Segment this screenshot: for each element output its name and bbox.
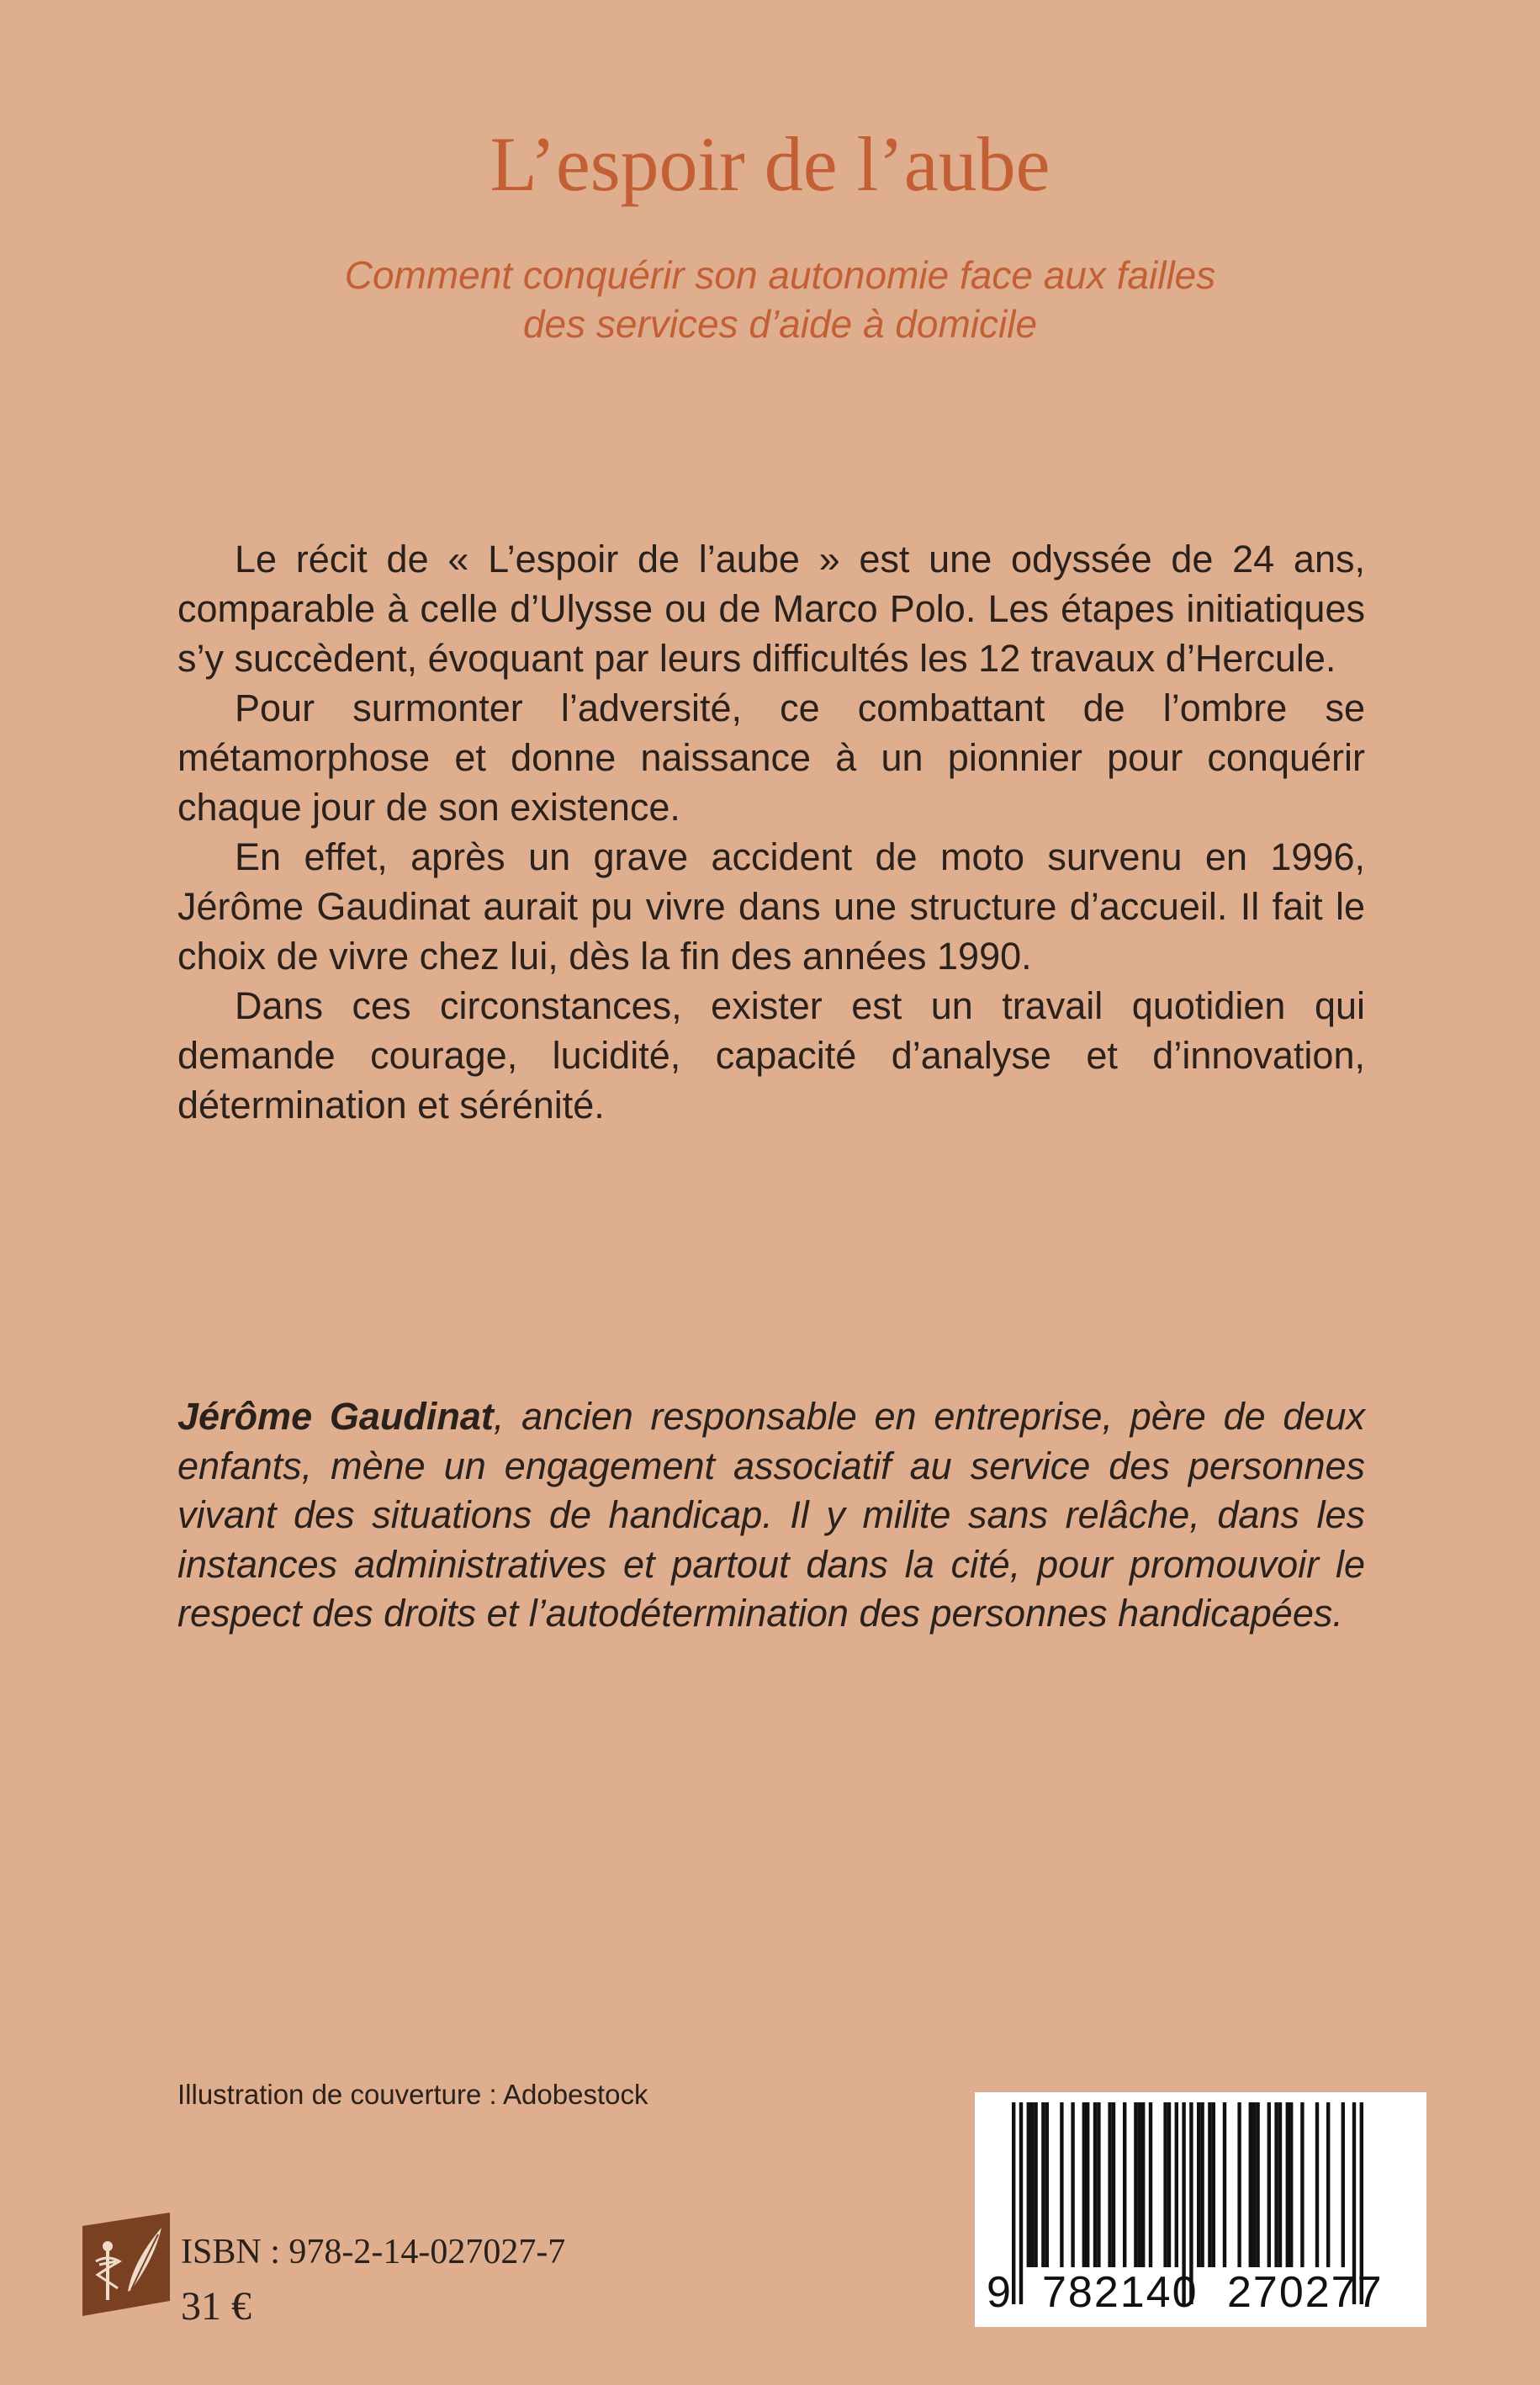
barcode-bar — [1256, 2102, 1259, 2267]
barcode-bar — [1123, 2102, 1126, 2267]
barcode-bar — [1163, 2102, 1167, 2267]
barcode-bar — [1274, 2102, 1278, 2267]
subtitle-line-2: des services d’aide à domicile — [522, 302, 1038, 346]
barcode-bar — [1027, 2102, 1030, 2267]
author-bio — [177, 1392, 1365, 1639]
barcode-bar — [1060, 2102, 1063, 2267]
barcode-bar — [1249, 2102, 1252, 2267]
book-title: L’espoir de l’aube — [490, 121, 1050, 207]
barcode-bar — [1086, 2102, 1089, 2267]
barcode-bar — [1093, 2102, 1097, 2267]
barcode-bar — [1342, 2102, 1345, 2267]
summary-text — [177, 534, 1365, 1130]
barcode-bar — [1034, 2102, 1037, 2267]
barcode-bar — [1200, 2102, 1204, 2267]
barcode-bar — [1134, 2102, 1137, 2267]
author-name: Jérôme Gaudinat — [177, 1395, 494, 1438]
barcode-bar — [1141, 2102, 1145, 2267]
barcode-bar — [1315, 2102, 1319, 2267]
summary-paragraph: Dans ces circonstances, exister est un travail quotidien qui demande courage, lucidité, capacité d’analyse et d’innovation, détermination et sérénité. — [177, 984, 1365, 1126]
barcode-bar — [1300, 2102, 1304, 2267]
barcode-bar — [1097, 2102, 1100, 2267]
barcode-bar — [1071, 2102, 1074, 2267]
isbn: ISBN : 978-2-14-027027-7 — [181, 2233, 566, 2271]
barcode-digits — [975, 2267, 1426, 2318]
barcode-bar — [1149, 2102, 1152, 2267]
barcode-bar — [1167, 2102, 1171, 2267]
author-bio-text: , ancien responsable en entreprise, père de deux enfants, mène un engagement associatif au service des personnes vivant des situations de handicap. Il y milite sans relâche, dans les instances administratives et partout dans la cité, pour promouvoir le respect des droits et l’autodétermination des personnes handicapées. — [177, 1395, 1365, 1635]
barcode-bar — [1289, 2102, 1293, 2267]
barcode-bar — [1112, 2102, 1115, 2267]
publisher-logo-icon — [82, 2213, 170, 2316]
summary-paragraph: Pour surmonter l’adversité, ce combattant de l’ombre se métamorphose et donne naissance à un pionnier pour conquérir chaque jour de son existence. — [177, 686, 1365, 829]
barcode-bar — [1286, 2102, 1289, 2267]
barcode-digits-right: 270277 — [1227, 2268, 1384, 2317]
barcode-bar — [1045, 2102, 1049, 2267]
barcode-bar — [1138, 2102, 1141, 2267]
barcode-icon — [975, 2092, 1426, 2327]
barcode-bar — [1108, 2102, 1111, 2267]
barcode-bar — [1223, 2102, 1226, 2267]
barcode-bar — [1252, 2102, 1256, 2267]
summary-paragraph: En effet, après un grave accident de moto survenu en 1996, Jérôme Gaudinat aurait pu vivre dans une structure d’accueil. Il fait le choix de vivre chez lui, dès la fin des années 1990. — [177, 835, 1365, 978]
book-subtitle — [0, 251, 1540, 348]
barcode-digit-first: 9 — [987, 2268, 1011, 2317]
barcode-bar — [1237, 2102, 1241, 2267]
barcode-bar — [1278, 2102, 1282, 2267]
barcode-bar — [1082, 2102, 1086, 2267]
barcode-bar — [1208, 2102, 1211, 2267]
barcode-digits-left: 782140 — [1042, 2268, 1199, 2317]
barcode-bar — [1197, 2102, 1200, 2267]
cover-credit: Illustration de couverture : Adobestock — [177, 2079, 648, 2110]
barcode-bar — [1326, 2102, 1330, 2267]
barcode-bar — [1175, 2102, 1178, 2267]
barcode-bar — [1267, 2102, 1271, 2267]
barcode-bar — [1212, 2102, 1215, 2267]
price: 31 € — [181, 2284, 251, 2329]
barcode-bar — [1030, 2102, 1034, 2267]
summary-paragraph: Le récit de « L’espoir de l’aube » est une odyssée de 24 ans, comparable à celle d’Ulysse ou de Marco Polo. Les étapes initiatiques s’y succèdent, évoquant par leurs difficultés les 12 travaux d’Hercule. — [177, 538, 1365, 680]
subtitle-line-1: Comment conquérir son autonomie face aux failles — [344, 253, 1216, 297]
barcode-bar — [1041, 2102, 1045, 2267]
